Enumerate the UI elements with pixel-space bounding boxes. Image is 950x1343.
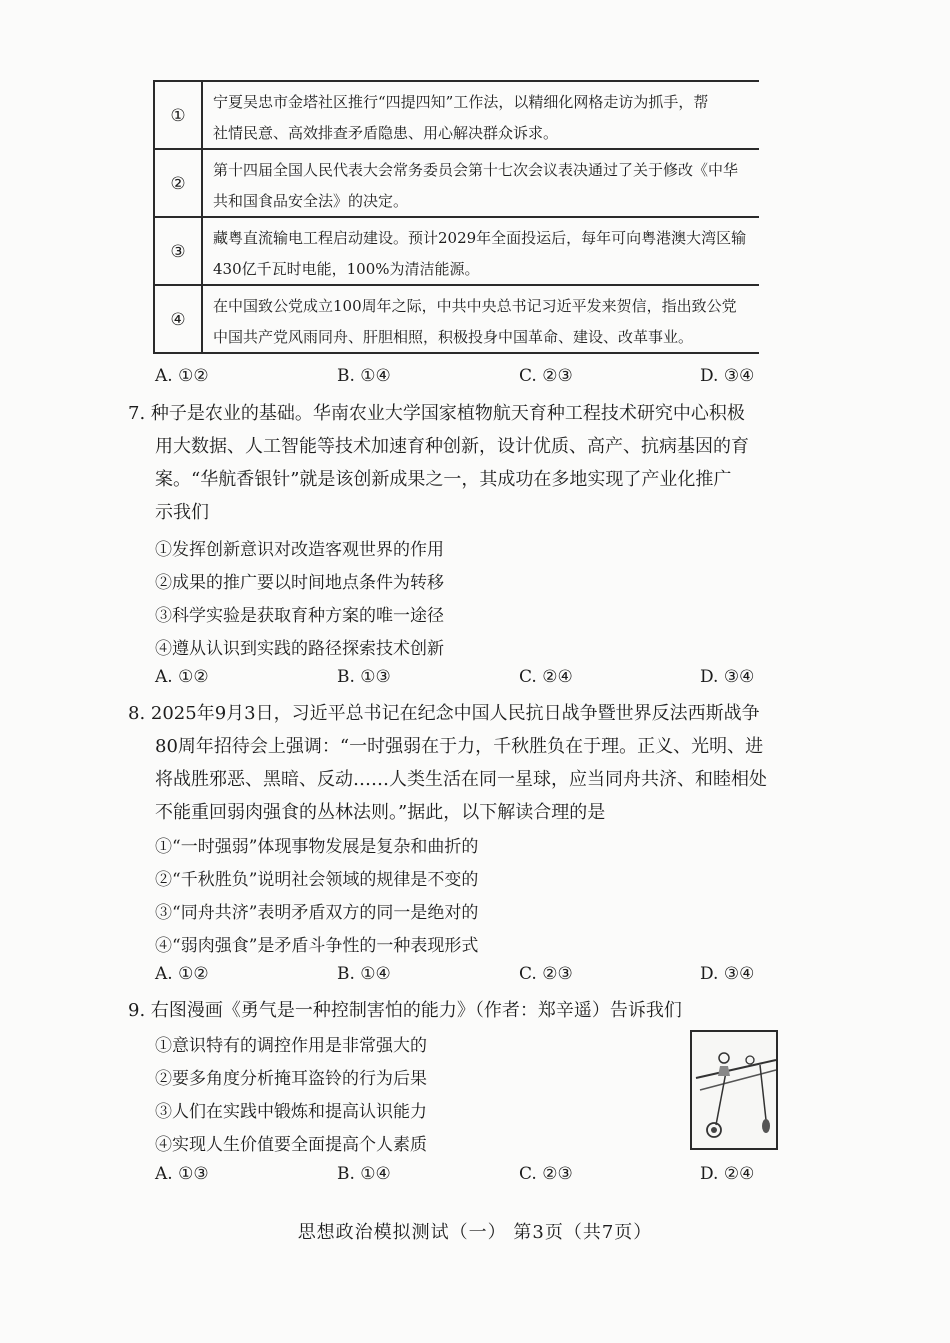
q7-option-1: ①发挥创新意识对改造客观世界的作用 (155, 540, 444, 560)
q9-stem: 9. 右图漫画《勇气是一种控制害怕的能力》（作者：郑辛遥）告诉我们 (128, 1000, 682, 1021)
row-text (213, 286, 759, 354)
q9-option-2: ②要多角度分析掩耳盗铃的行为后果 (155, 1069, 427, 1089)
page-footer: 思想政治模拟测试（一） 第3页（共7页） (297, 1222, 653, 1243)
stem-line: 案。“华航香银针”就是该创新成果之一，其成功在多地实现了产业化推广 (155, 469, 732, 490)
row-text-line: 在中国致公党成立100周年之际，中共中央总书记习近平发来贺信，指出致公党 (213, 297, 737, 315)
table-row (155, 80, 759, 150)
choice-d[interactable]: D. ②④ (700, 1164, 755, 1184)
choice-a[interactable]: A. ①② (155, 964, 209, 984)
stem-line: 8. 2025年9月3日，习近平总书记在纪念中国人民抗日战争暨世界反法西斯战争 (128, 703, 760, 724)
choice-a[interactable]: A. ①② (155, 366, 209, 386)
choice-b[interactable]: B. ①③ (337, 667, 391, 687)
q8-stem (128, 697, 768, 829)
stem-line: 示我们 (155, 502, 209, 523)
row-number: ④ (155, 286, 203, 354)
row-text (213, 218, 759, 286)
choice-d[interactable]: D. ③④ (700, 667, 755, 687)
q7-option-3: ③科学实验是获取育种方案的唯一途径 (155, 606, 444, 626)
choice-b[interactable]: B. ①④ (337, 964, 391, 984)
row-text (213, 82, 759, 150)
table-row (155, 284, 759, 354)
choice-d[interactable]: D. ③④ (700, 366, 755, 386)
q8-option-3: ③“同舟共济”表明矛盾双方的同一是绝对的 (155, 903, 479, 923)
table-row (155, 216, 759, 286)
choice-a[interactable]: A. ①② (155, 667, 209, 687)
stem-line: 将战胜邪恶、黑暗、反动……人类生活在同一星球，应当同舟共济、和睦相处 (155, 769, 767, 790)
choice-c[interactable]: C. ②③ (519, 366, 573, 386)
news-table (153, 80, 759, 354)
row-text (213, 150, 759, 218)
choice-d[interactable]: D. ③④ (700, 964, 755, 984)
stem-line: 80周年招待会上强调：“一时强弱在于力，千秋胜负在于理。正义、光明、进 (155, 736, 764, 757)
row-number: ② (155, 150, 203, 218)
q7-stem (128, 397, 768, 529)
q9-option-1: ①意识特有的调控作用是非常强大的 (155, 1036, 427, 1056)
q8-option-1: ①“一时强弱”体现事物发展是复杂和曲折的 (155, 837, 479, 857)
row-number: ③ (155, 218, 203, 286)
cartoon-illustration (690, 1030, 778, 1150)
row-text-line: 430亿千瓦时电能，100%为清洁能源。 (213, 260, 480, 278)
q9-choices (155, 1164, 765, 1190)
q6-choices (155, 366, 765, 392)
choice-c[interactable]: C. ②③ (519, 1164, 573, 1184)
q8-option-2: ②“千秋胜负”说明社会领域的规律是不变的 (155, 870, 479, 890)
stem-line: 7. 种子是农业的基础。华南农业大学国家植物航天育种工程技术研究中心积极 (128, 403, 745, 424)
choice-b[interactable]: B. ①④ (337, 1164, 391, 1184)
stem-line: 用大数据、人工智能等技术加速育种创新，设计优质、高产、抗病基因的育 (155, 436, 749, 457)
choice-c[interactable]: C. ②④ (519, 667, 573, 687)
choice-c[interactable]: C. ②③ (519, 964, 573, 984)
row-text-line: 共和国食品安全法》的决定。 (213, 192, 409, 210)
q7-choices (155, 667, 765, 693)
q9-option-4: ④实现人生价值要全面提高个人素质 (155, 1135, 427, 1155)
row-text-line: 社情民意、高效排查矛盾隐患、用心解决群众诉求。 (213, 124, 559, 142)
q9-option-3: ③人们在实践中锻炼和提高认识能力 (155, 1102, 427, 1122)
stem-line: 不能重回弱肉强食的丛林法则。”据此，以下解读合理的是 (155, 802, 606, 823)
row-text-line: 中国共产党风雨同舟、肝胆相照，积极投身中国革命、建设、改革事业。 (213, 328, 694, 346)
row-text-line: 宁夏吴忠市金塔社区推行“四提四知”工作法，以精细化网格走访为抓手，帮 (213, 93, 709, 111)
row-number: ① (155, 82, 203, 150)
row-text-line: 藏粤直流输电工程启动建设。预计2029年全面投运后，每年可向粤港澳大湾区输 (213, 229, 747, 247)
q8-choices (155, 964, 765, 990)
choice-a[interactable]: A. ①③ (155, 1164, 209, 1184)
q7-option-2: ②成果的推广要以时间地点条件为转移 (155, 573, 444, 593)
table-row (155, 148, 759, 218)
q7-option-4: ④遵从认识到实践的路径探索技术创新 (155, 639, 444, 659)
row-text-line: 第十四届全国人民代表大会常务委员会第十七次会议表决通过了关于修改《中华 (213, 161, 739, 179)
q8-option-4: ④“弱肉强食”是矛盾斗争性的一种表现形式 (155, 936, 479, 956)
choice-b[interactable]: B. ①④ (337, 366, 391, 386)
